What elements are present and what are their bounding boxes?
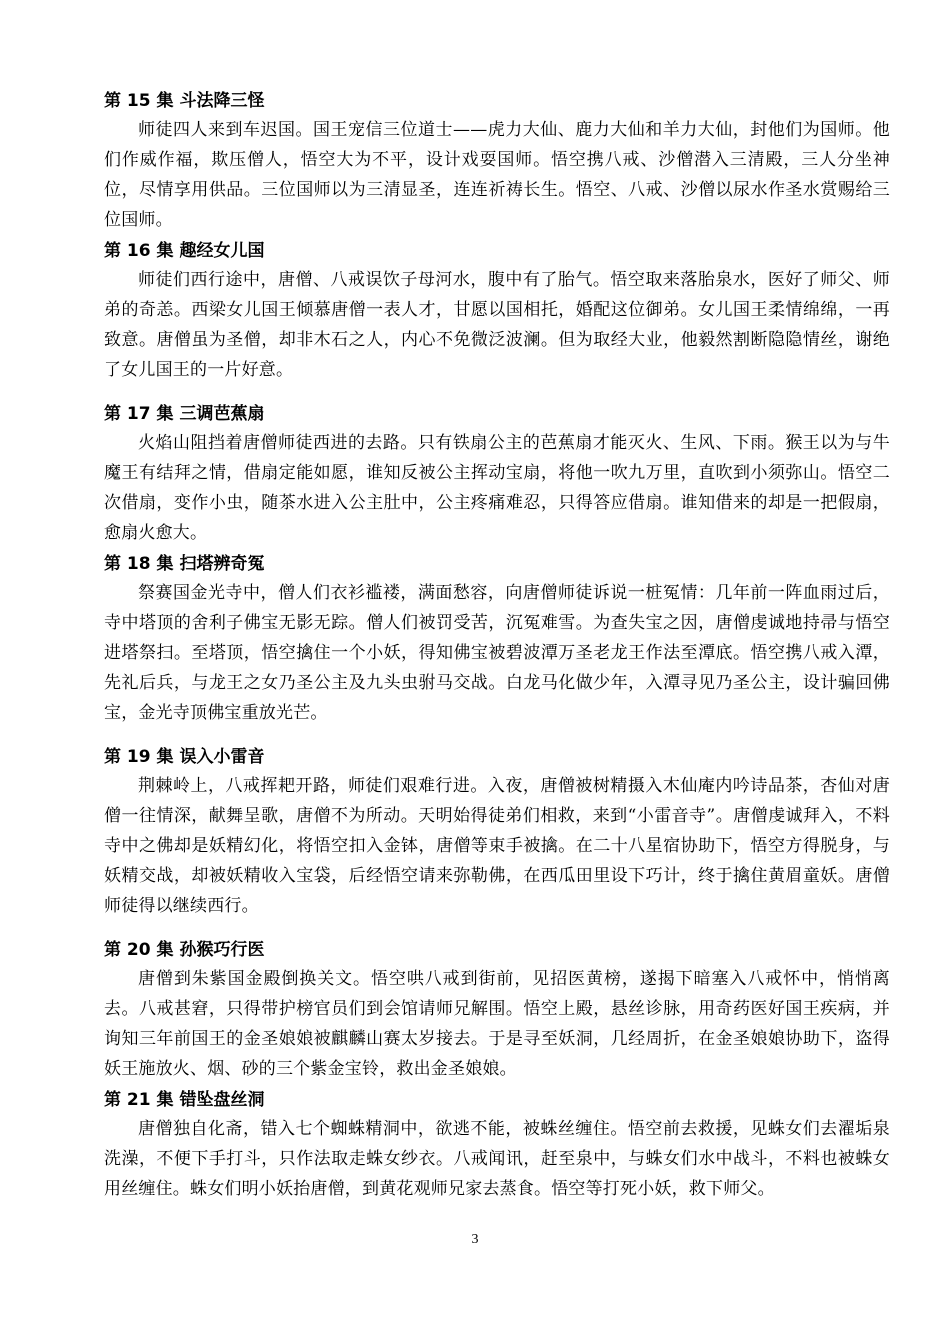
page-content	[104, 88, 890, 1204]
episode-number: 第 19 集	[104, 747, 174, 767]
episode-title: 孙猴巧行医	[179, 940, 265, 960]
episode-heading	[104, 1087, 890, 1114]
episode-synopsis: 祭赛国金光寺中，僧人们衣衫褴褛，满面愁容，向唐僧师徒诉说一桩冤情：几年前一阵血雨过后，寺中塔顶的舍利子佛宝无影无踪。僧人们被罚受苦，沉冤难雪。为查失宝之因，唐僧虔诚地持帚与悟空进塔祭扫。至塔顶，悟空擒住一个小妖，得知佛宝被碧波潭万圣老龙王作法至潭底。悟空携八戒入潭，先礼后兵，与龙王之女乃圣公主及九头虫驸马交战。白龙马化做少年，入潭寻见乃圣公主，设计骗回佛宝，金光寺顶佛宝重放光芒。	[104, 583, 890, 723]
episode-heading	[104, 238, 890, 265]
episode-number: 第 20 集	[104, 940, 174, 960]
episode-heading	[104, 401, 890, 428]
spacer	[104, 385, 890, 401]
episode-synopsis: 火焰山阻挡着唐僧师徒西进的去路。只有铁扇公主的芭蕉扇才能灭火、生风、下雨。猴王以为与牛魔王有结拜之情，借扇定能如愿，谁知反被公主挥动宝扇，将他一吹九万里，直吹到小须弥山。悟空二次借扇，变作小虫，随茶水进入公主肚中，公主疼痛难忍，只得答应借扇。谁知借来的却是一把假扇，愈扇火愈大。	[104, 433, 890, 543]
episode-synopsis: 唐僧到朱紫国金殿倒换关文。悟空哄八戒到街前，见招医黄榜，遂揭下暗塞入八戒怀中，悄悄离去。八戒甚窘，只得带护榜官员们到会馆请师兄解围。悟空上殿，悬丝诊脉，用奇药医好国王疾病，并询知三年前国王的金圣娘娘被麒麟山赛太岁接去。于是寻至妖洞，几经周折，在金圣娘娘协助下，盗得妖王施放火、烟、砂的三个紫金宝铃，救出金圣娘娘。	[104, 969, 890, 1079]
episode-number: 第 17 集	[104, 404, 174, 424]
episode-heading	[104, 551, 890, 578]
episode-synopsis: 荆棘岭上，八戒挥耙开路，师徒们艰难行进。入夜，唐僧被树精摄入木仙庵内吟诗品茶，杏仙对唐僧一往情深，献舞呈歌，唐僧不为所动。天明始得徒弟们相救，来到“小雷音寺”。唐僧虔诚拜入，不料寺中之佛却是妖精幻化，将悟空扣入金钵，唐僧等束手被擒。在二十八星宿协助下，悟空方得脱身，与妖精交战，却被妖精收入宝袋，后经悟空请来弥勒佛，在西瓜田里设下巧计，终于擒住黄眉童妖。唐僧师徒得以继续西行。	[104, 776, 890, 916]
episode-title: 趣经女儿国	[179, 241, 265, 261]
episode-title: 错坠盘丝洞	[179, 1090, 265, 1110]
episode-number: 第 15 集	[104, 91, 174, 111]
episode-title: 扫塔辨奇冤	[179, 554, 265, 574]
episode-title: 误入小雷音	[179, 747, 265, 767]
episode-18	[104, 551, 890, 728]
episode-number: 第 21 集	[104, 1090, 174, 1110]
episode-heading	[104, 744, 890, 771]
episode-synopsis: 唐僧独自化斋，错入七个蜘蛛精洞中，欲逃不能，被蛛丝缠住。悟空前去救援，见蛛女们去濯垢泉洗澡，不便下手打斗，只作法取走蛛女纱衣。八戒闻讯，赶至泉中，与蛛女们水中战斗，不料也被蛛女用丝缠住。蛛女们明小妖抬唐僧，到黄花观师兄家去蒸食。悟空等打死小妖，救下师父。	[104, 1119, 890, 1199]
episode-16	[104, 238, 890, 385]
episode-synopsis: 师徒四人来到车迟国。国王宠信三位道士——虎力大仙、鹿力大仙和羊力大仙，封他们为国师。他们作威作福，欺压僧人，悟空大为不平，设计戏耍国师。悟空携八戒、沙僧潜入三清殿，三人分坐神位，尽情享用供品。三位国师以为三清显圣，连连祈祷长生。悟空、八戒、沙僧以尿水作圣水赏赐给三位国师。	[104, 120, 890, 230]
spacer	[104, 728, 890, 744]
episode-number: 第 18 集	[104, 554, 174, 574]
episode-20	[104, 937, 890, 1084]
episode-15	[104, 88, 890, 235]
episode-title: 三调芭蕉扇	[179, 404, 265, 424]
episode-synopsis: 师徒们西行途中，唐僧、八戒误饮子母河水，腹中有了胎气。悟空取来落胎泉水，医好了师父、师弟的奇恙。西梁女儿国王倾慕唐僧一表人才，甘愿以国相托，婚配这位御弟。女儿国王柔情绵绵，一再致意。唐僧虽为圣僧，却非木石之人，内心不免微泛波澜。但为取经大业，他毅然割断隐隐情丝，谢绝了女儿国王的一片好意。	[104, 270, 890, 380]
spacer	[104, 921, 890, 937]
episode-21	[104, 1087, 890, 1204]
episode-number: 第 16 集	[104, 241, 174, 261]
episode-17	[104, 401, 890, 548]
episode-19	[104, 744, 890, 921]
episode-title: 斗法降三怪	[179, 91, 265, 111]
page-number: 3	[471, 1232, 479, 1247]
episode-heading	[104, 937, 890, 964]
episode-heading	[104, 88, 890, 115]
